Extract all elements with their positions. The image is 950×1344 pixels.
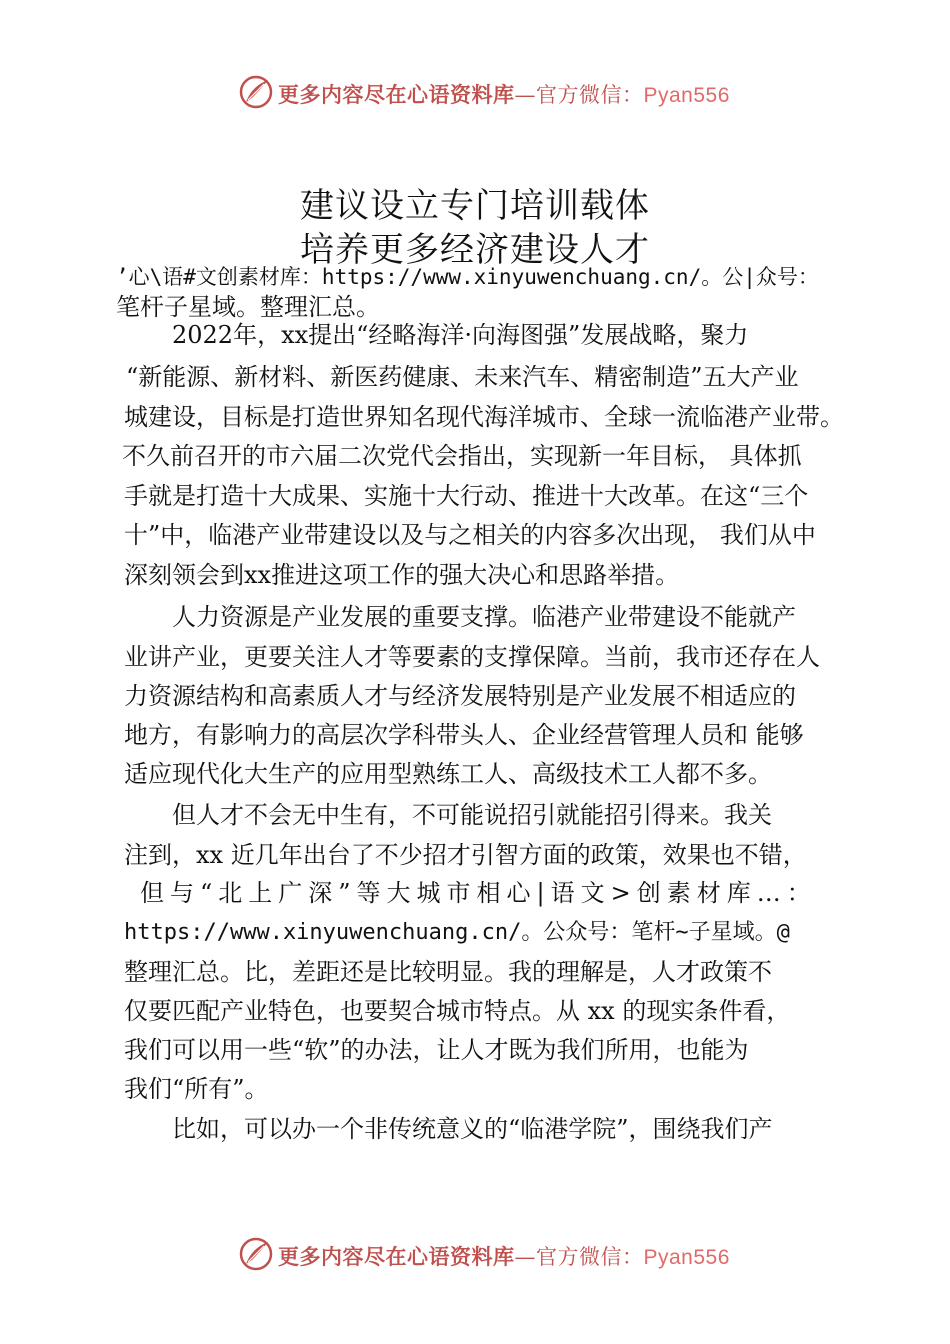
paragraph-1-line-3: 城建设，目标是打造世界知名现代海洋城市、全球一流临港产业带。 xyxy=(124,403,844,431)
paragraph-2-line-3: 力资源结构和高素质人才与经济发展特别是产业发展不相适应的 xyxy=(124,682,796,710)
footer-banner xyxy=(0,1232,950,1276)
banner-wechat-id: Pyan556 xyxy=(643,84,730,107)
paragraph-3-line-3: 但与“北上广深”等大城市相心|语文>创素材库…： xyxy=(140,879,817,907)
feather-logo-icon xyxy=(238,1236,274,1272)
paragraph-1-line-6: 十”中，临港产业带建设以及与之相关的内容多次出现， 我们从中 xyxy=(124,521,816,549)
banner-text-library: 更多内容尽在心语资料库 xyxy=(278,82,515,107)
paragraph-2-line-5: 适应现代化大生产的应用型熟练工人、高级技术工人都不多。 xyxy=(124,760,772,788)
banner-text-library: 更多内容尽在心语资料库 xyxy=(278,1244,515,1269)
source-note-line-1: ’心\语#文创素材库：https://www.xinyuwenchuang.cn/。公|众号： xyxy=(116,265,819,289)
banner-text-wechat-label: —官方微信： xyxy=(514,1245,644,1269)
feather-logo-icon xyxy=(238,74,274,110)
paragraph-1-line-2: “新能源、新材料、新医药健康、未来汽车、精密制造”五大产业 xyxy=(126,363,799,391)
paragraph-1-line-4: 不久前召开的市六届二次党代会指出，实现新一年目标， 具体抓 xyxy=(122,442,802,470)
paragraph-2-line-4: 地方，有影响力的高层次学科带头人、企业经营管理人员和 能够 xyxy=(124,721,804,749)
header-banner xyxy=(0,70,950,114)
paragraph-1-line-7: 深刻领会到xx推进这项工作的强大决心和思路举措。 xyxy=(124,561,680,589)
source-note-line-2: 笔杆子星域。整理汇总。 xyxy=(116,293,380,321)
paragraph-3-line-4: https://www.xinyuwenchuang.cn/。公众号：笔杆~子星域。@ xyxy=(124,920,790,945)
paragraph-2-line-1: 人力资源是产业发展的重要支撑。临港产业带建设不能就产 xyxy=(172,603,796,631)
banner-text-wechat-label: —官方微信： xyxy=(514,83,644,107)
paragraph-4-line-1: 比如，可以办一个非传统意义的“临港学院”，围绕我们产 xyxy=(172,1115,773,1143)
banner-wechat-id: Pyan556 xyxy=(643,1246,730,1269)
paragraph-3-line-2: 注到，xx 近几年出台了不少招才引智方面的政策，效果也不错， xyxy=(124,841,807,869)
paragraph-1-line-5: 手就是打造十大成果、实施十大行动、推进十大改革。在这“三个 xyxy=(124,482,809,510)
paragraph-3-line-1: 但人才不会无中生有，不可能说招引就能招引得来。我关 xyxy=(172,801,772,829)
paragraph-1-line-1: 2022年，xx提出“经略海洋·向海图强”发展战略，聚力 xyxy=(172,321,749,349)
paragraph-3-line-5: 整理汇总。比，差距还是比较明显。我的理解是，人才政策不 xyxy=(124,958,772,986)
paragraph-3-line-6: 仅要匹配产业特色，也要契合城市特点。从 xx 的现实条件看， xyxy=(124,997,791,1025)
document-title-line-2: 培养更多经济建设人才 xyxy=(300,230,650,270)
document-title-line-1: 建议设立专门培训载体 xyxy=(300,186,650,226)
paragraph-3-line-8: 我们“所有”。 xyxy=(124,1075,269,1103)
paragraph-3-line-7: 我们可以用一些“软”的办法，让人才既为我们所用，也能为 xyxy=(124,1036,749,1064)
paragraph-2-line-2: 业讲产业，更要关注人才等要素的支撑保障。当前，我市还存在人 xyxy=(124,643,820,671)
